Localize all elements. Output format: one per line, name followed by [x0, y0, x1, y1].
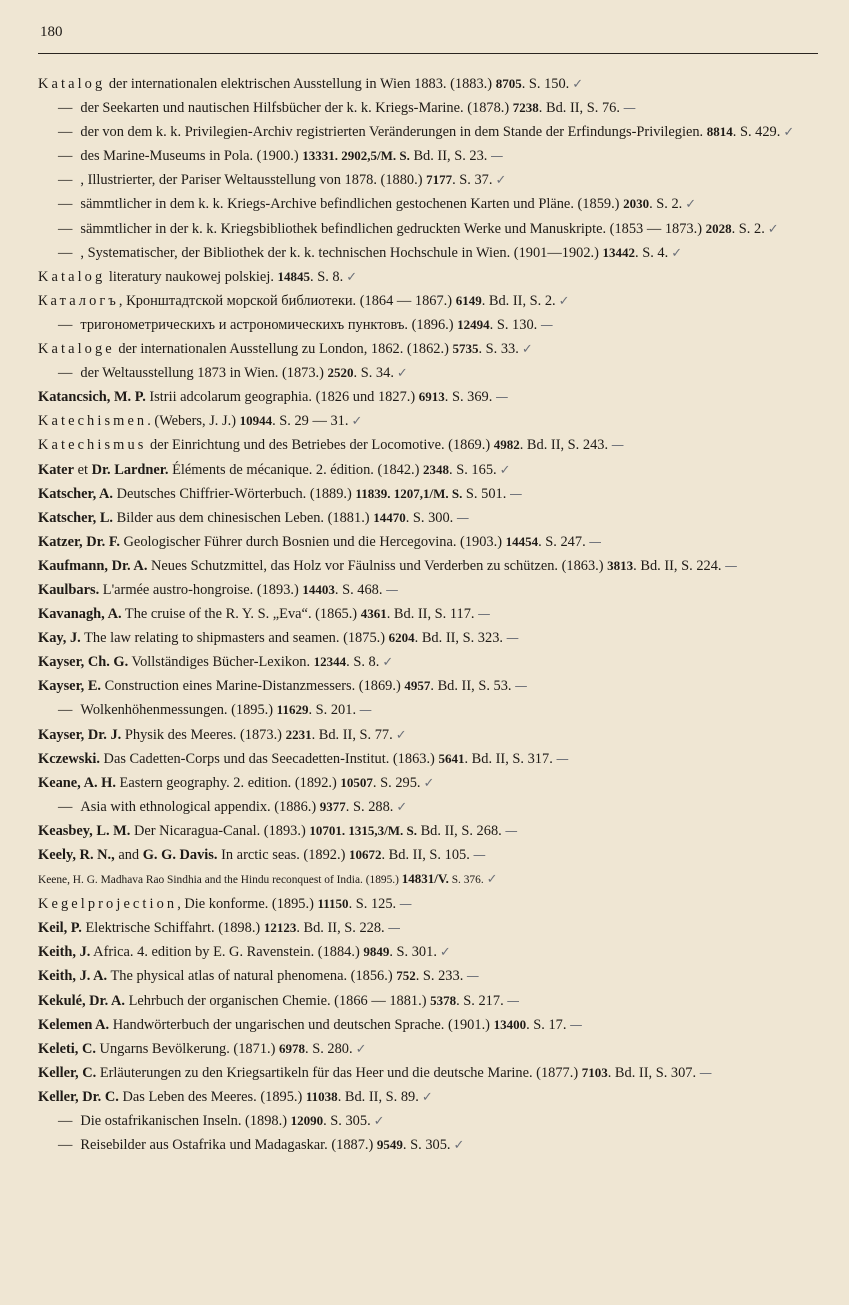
- entry-title: Africa. 4. edition by E. G. Ravenstein. (1884.): [90, 944, 364, 961]
- dash-mark-icon: —: [477, 607, 491, 623]
- sub-entry: [38, 795, 816, 819]
- entry-heading: Katalog: [38, 76, 106, 92]
- catalog-entry: [38, 1061, 816, 1085]
- dash-mark-icon: —: [569, 1017, 583, 1033]
- entry-title: Physik des Meeres. (1873.): [121, 726, 286, 743]
- catalog-number: 10701. 1315,3/M. S.: [309, 822, 417, 838]
- page-number: 180: [40, 24, 63, 40]
- catalog-entry: [38, 916, 816, 940]
- entry-heading: Kavanagh, A.: [38, 606, 122, 623]
- check-mark-icon: ✓: [382, 655, 394, 671]
- sub-entry: [38, 217, 816, 241]
- entry-reference: . S. 288.: [345, 798, 394, 815]
- entry-heading: Katechismen: [38, 413, 148, 430]
- catalog-entry: [38, 289, 816, 313]
- check-mark-icon: ✓: [767, 221, 779, 237]
- catalog-entry: [38, 723, 816, 747]
- catalog-number: 12494: [457, 316, 490, 332]
- entry-title: der Weltausstellung 1873 in Wien. (1873.): [80, 365, 328, 382]
- check-mark-icon: ✓: [396, 799, 408, 815]
- catalog-entry: [38, 409, 816, 433]
- entry-heading: Keene, H. G.: [38, 874, 98, 887]
- catalog-number: 8814: [706, 124, 733, 140]
- catalog-number: 12344: [313, 654, 347, 670]
- catalog-entry: [38, 602, 816, 626]
- catalog-number: 12090: [290, 1113, 324, 1129]
- entry-title-cont: Éléments de mécanique. 2. édition. (1842.): [168, 461, 424, 478]
- header-rule: [38, 53, 818, 54]
- catalog-entry: [38, 674, 816, 698]
- catalog-number: 13400: [493, 1016, 527, 1032]
- entry-title: . (Webers, J. J.): [147, 413, 240, 430]
- entry-reference: . Bd. II, S. 2.: [481, 292, 556, 309]
- sub-entry: [38, 1109, 816, 1133]
- dash-mark-icon: —: [387, 921, 401, 937]
- catalog-number: 10944: [239, 413, 273, 429]
- ditto-dash: —: [58, 220, 73, 237]
- check-mark-icon: ✓: [395, 727, 407, 743]
- dash-mark-icon: —: [514, 679, 528, 695]
- catalog-number: 5641: [438, 750, 465, 766]
- entry-title: Das Leben des Meeres. (1895.): [118, 1088, 306, 1105]
- entry-reference: . S. 125.: [348, 896, 397, 913]
- check-mark-icon: ✓: [453, 1138, 465, 1154]
- entry-title: Erläuterungen zu den Kriegsartikeln für das Heer und die deutsche Marine. (1877.): [96, 1064, 582, 1081]
- ditto-dash: —: [58, 148, 73, 165]
- catalog-number: 9377: [319, 798, 346, 814]
- catalog-number: 10672: [348, 847, 382, 862]
- entry-heading: Kaulbars.: [38, 581, 100, 598]
- entry-heading: Katscher, A.: [38, 485, 114, 502]
- catalog-entry: [38, 843, 816, 867]
- catalog-number: 11629: [276, 702, 309, 718]
- catalog-number: 14470: [373, 509, 406, 525]
- catalog-entry: [38, 1085, 816, 1109]
- entry-title: der internationalen elektrischen Ausstellung in Wien 1883. (1883.): [105, 76, 496, 92]
- check-mark-icon: ✓: [421, 1089, 433, 1105]
- entry-heading: Katzer, Dr. F.: [38, 533, 120, 550]
- catalog-entry: [38, 626, 816, 650]
- ditto-dash: —: [58, 244, 73, 261]
- entry-heading: Kegelprojection: [38, 896, 178, 913]
- sub-entry: [38, 698, 816, 722]
- entry-reference: . S. 2.: [731, 220, 765, 237]
- entry-title: The physical atlas of natural phenomena. (1856.): [107, 968, 397, 985]
- catalog-number: 4957: [404, 678, 431, 694]
- check-mark-icon: ✓: [373, 1114, 385, 1130]
- entry-heading: Kataloge: [38, 341, 115, 358]
- entry-reference: . S. 8.: [346, 654, 380, 671]
- entry-reference: . S. 305.: [402, 1137, 451, 1154]
- check-mark-icon: ✓: [558, 293, 570, 309]
- entry-reference: . Bd. II, S. 323.: [414, 630, 503, 647]
- entry-title: Eastern geography. 2. edition. (1892.): [115, 774, 341, 791]
- entry-title: et: [73, 461, 92, 478]
- entry-title: der von dem k. k. Privilegien-Archiv registrierten Veränderungen in dem Stande der Erfindungs-Privilegien.: [80, 124, 707, 141]
- entry-reference: . Bd. II, S. 53.: [430, 678, 512, 695]
- entry-title: Die ostafrikanischen Inseln. (1898.): [80, 1113, 291, 1130]
- entry-reference: . Bd. II, S. 89.: [337, 1088, 419, 1105]
- catalog-entry: [38, 940, 816, 964]
- entry-heading: Katechismus: [38, 437, 147, 454]
- entry-reference: . Bd. II, S. 317.: [464, 750, 553, 767]
- entry-heading: Katalog: [38, 268, 106, 285]
- entry-title: Asia with ethnological appendix. (1886.): [80, 798, 320, 815]
- catalog-number: 13442: [602, 244, 636, 260]
- catalog-number: 11038: [305, 1088, 338, 1104]
- catalog-number: 9549: [376, 1137, 403, 1153]
- entry-reference: . S. 4.: [635, 244, 669, 261]
- check-mark-icon: ✓: [685, 197, 697, 213]
- entry-reference: S. 501.: [462, 485, 507, 502]
- entry-title: Elektrische Schiffahrt. (1898.): [81, 920, 264, 937]
- catalog-entry: [38, 989, 816, 1013]
- entry-title: Das Cadetten-Corps und das Seecadetten-Institut. (1863.): [99, 750, 439, 767]
- entry-title: literatury naukowej polskiej.: [105, 268, 278, 285]
- dash-mark-icon: —: [555, 751, 569, 767]
- catalog-number: 4361: [360, 606, 387, 622]
- dash-mark-icon: —: [540, 317, 554, 333]
- entry-heading: Keller, C.: [38, 1064, 97, 1081]
- entry-title: Construction eines Marine-Distanzmessers. (1869.): [101, 678, 405, 695]
- catalog-number: 7177: [426, 172, 453, 188]
- catalog-number: 752: [396, 968, 416, 984]
- catalog-number: 5735: [452, 341, 479, 357]
- entry-reference: . S. 217.: [456, 992, 504, 1009]
- check-mark-icon: ✓: [486, 872, 498, 888]
- sub-entry: [38, 120, 816, 144]
- dash-mark-icon: —: [466, 969, 480, 985]
- entry-reference: . S. 233.: [415, 968, 464, 985]
- catalog-number: 11839. 1207,1/M. S.: [355, 485, 463, 501]
- catalog-number: 10507: [340, 774, 373, 790]
- ditto-dash: —: [58, 1113, 73, 1130]
- entry-reference: . S. 29 — 31.: [272, 413, 349, 430]
- entry-heading: Каталогъ: [38, 292, 119, 309]
- catalog-number: 14454: [505, 533, 539, 549]
- catalog-number: 9849: [363, 944, 390, 960]
- entry-title: Vollständiges Bücher-Lexikon.: [128, 654, 314, 671]
- catalog-entry: [38, 265, 816, 289]
- entry-heading: Keil, P.: [38, 920, 82, 937]
- check-mark-icon: ✓: [355, 1041, 367, 1057]
- entry-coauthor: G. G. Davis.: [142, 847, 218, 863]
- entry-reference: . S. 17.: [526, 1016, 567, 1033]
- check-mark-icon: ✓: [521, 342, 533, 358]
- entry-reference: . S. 37.: [452, 172, 493, 189]
- catalog-entry: [38, 650, 816, 674]
- ditto-dash: —: [58, 100, 73, 117]
- entry-title: The cruise of the R. Y. S. „Eva“. (1865.): [121, 606, 361, 623]
- entry-reference: . S. 8.: [310, 268, 344, 285]
- sub-entry: [38, 361, 816, 385]
- catalog-number: 6204: [388, 630, 415, 646]
- entry-reference: . S. 33.: [478, 341, 519, 358]
- check-mark-icon: ✓: [671, 245, 683, 261]
- ditto-dash: —: [58, 316, 73, 333]
- entry-reference: . S. 300.: [405, 509, 454, 526]
- entry-heading: Kczewski.: [38, 750, 100, 767]
- dash-mark-icon: —: [504, 823, 518, 839]
- entry-title: and: [114, 847, 143, 863]
- sub-entry: [38, 168, 816, 192]
- dash-mark-icon: —: [359, 703, 373, 719]
- catalog-number: 5378: [430, 992, 457, 1008]
- entry-title: Der Nicaragua-Canal. (1893.): [130, 822, 310, 839]
- entry-heading: Katscher, L.: [38, 509, 114, 526]
- entry-reference: . S. 130.: [489, 316, 538, 333]
- entry-reference: . S. 165.: [449, 461, 497, 478]
- catalog-entry: [38, 530, 816, 554]
- entry-title: Istrii adcolarum geographia. (1826 und 1827.): [145, 389, 419, 406]
- catalog-entry: [38, 1037, 816, 1061]
- sub-entry: [38, 192, 816, 216]
- catalog-number: 6913: [418, 389, 445, 405]
- entry-heading: Kayser, Ch. G.: [38, 654, 129, 671]
- entry-reference: Bd. II, S. 268.: [416, 822, 502, 839]
- dash-mark-icon: —: [506, 993, 520, 1009]
- ditto-dash: —: [58, 798, 73, 815]
- ditto-dash: —: [58, 172, 73, 189]
- catalog-entry: [38, 964, 816, 988]
- entry-reference: . S. 280.: [305, 1040, 353, 1057]
- catalog-entry: [38, 819, 816, 843]
- catalog-number: 7238: [512, 100, 539, 116]
- entry-coauthor: Dr. Lardner.: [91, 461, 169, 478]
- dash-mark-icon: —: [622, 101, 636, 117]
- catalog-number: 13331. 2902,5/M. S.: [302, 148, 410, 164]
- dash-mark-icon: —: [509, 486, 523, 502]
- sub-entry: [38, 144, 816, 168]
- entry-reference: . S. 301.: [389, 944, 437, 961]
- catalog-entry: [38, 578, 816, 602]
- catalog-number: 6149: [455, 292, 482, 308]
- entry-title: Neues Schutzmittel, das Holz vor Fäulniss und Verderben zu schützen. (1863.): [147, 557, 608, 574]
- entry-title: , Die konforme. (1895.): [177, 896, 318, 913]
- catalog-number: 14403: [302, 581, 335, 597]
- check-mark-icon: ✓: [351, 414, 363, 430]
- entry-reference: Bd. II, S. 23.: [409, 148, 488, 165]
- entry-reference: . S. 429.: [732, 124, 781, 141]
- entry-title: sämmtlicher in dem k. k. Kriegs-Archive befindlichen gestochenen Karten und Pläne. (1859.): [80, 196, 624, 213]
- entry-reference: . S. 34.: [353, 365, 394, 382]
- entry-heading: Keith, J. A.: [38, 968, 108, 985]
- catalog-number: 7103: [581, 1064, 608, 1080]
- entry-heading: Kay, J.: [38, 630, 81, 647]
- catalog-entry: [38, 506, 816, 530]
- catalog-number: 2520: [327, 365, 354, 381]
- sub-entry: [38, 313, 816, 337]
- dash-mark-icon: —: [490, 149, 504, 165]
- entry-reference: . Bd. II, S. 77.: [311, 726, 393, 743]
- entry-reference: . S. 305.: [323, 1113, 371, 1130]
- entry-reference: . S. 201.: [308, 702, 357, 719]
- catalog-number: 3813: [607, 557, 634, 573]
- entry-title: Bilder aus dem chinesischen Leben. (1881.): [113, 509, 374, 526]
- entry-heading: Keasbey, L. M.: [38, 822, 131, 839]
- ditto-dash: —: [58, 124, 73, 141]
- entry-reference: . Bd. II, S. 117.: [386, 606, 475, 623]
- catalog-entry: [38, 433, 816, 457]
- catalog-entries: [38, 72, 816, 1157]
- catalog-entry: [38, 385, 816, 409]
- entry-reference: . S. 247.: [538, 533, 586, 550]
- catalog-entry: [38, 458, 816, 482]
- entry-heading: Kaufmann, Dr. A.: [38, 557, 148, 574]
- dash-mark-icon: —: [456, 510, 470, 526]
- entry-heading: Keleti, C.: [38, 1040, 96, 1057]
- entry-reference: . Bd. II, S. 224.: [633, 557, 722, 574]
- check-mark-icon: ✓: [396, 366, 408, 382]
- catalog-number: 14845: [277, 268, 311, 284]
- catalog-number: 2348: [423, 461, 450, 477]
- ditto-dash: —: [58, 1137, 73, 1154]
- entry-title: Reisebilder aus Ostafrika und Madagaskar. (1887.): [80, 1137, 377, 1154]
- entry-title-cont: In arctic seas. (1892.): [217, 847, 349, 863]
- dash-mark-icon: —: [472, 848, 486, 863]
- entry-title: , Кронштадтской морской библиотеки. (1864 — 1867.): [118, 292, 456, 309]
- entry-reference: . Bd. II, S. 243.: [519, 437, 609, 454]
- entry-title: Handwörterbuch der ungarischen und deutschen Sprache. (1901.): [109, 1016, 494, 1033]
- entry-title: тригонометрическихъ и астрономическихъ пунктовъ. (1896.): [80, 316, 458, 333]
- entry-title: der Seekarten und nautischen Hilfsbücher der k. k. Kriegs-Marine. (1878.): [80, 100, 513, 117]
- entry-heading: Keller, Dr. C.: [38, 1088, 119, 1105]
- dash-mark-icon: —: [724, 558, 738, 574]
- entry-title: Wolkenhöhenmessungen. (1895.): [80, 702, 277, 719]
- catalog-number: 2030: [623, 196, 650, 212]
- catalog-entry: [38, 747, 816, 771]
- entry-title: Deutsches Chiffrier-Wörterbuch. (1889.): [113, 485, 356, 502]
- check-mark-icon: ✓: [423, 775, 435, 791]
- check-mark-icon: ✓: [572, 77, 584, 92]
- dash-mark-icon: —: [611, 438, 625, 454]
- catalog-entry: [38, 771, 816, 795]
- entry-title: sämmtlicher in der k. k. Kriegsbibliothek befindlichen gedruckten Werke und Manuskripte. (1853 — 1873.): [80, 220, 706, 237]
- entry-heading: Katancsich, M. P.: [38, 389, 146, 406]
- entry-title: , Illustrierter, der Pariser Weltausstellung von 1878. (1880.): [80, 172, 427, 189]
- catalog-entry: [38, 554, 816, 578]
- entry-reference: . S. 2.: [649, 196, 683, 213]
- entry-heading: Kayser, E.: [38, 678, 102, 695]
- catalog-entry: [38, 867, 816, 892]
- entry-title: L'armée austro-hongroise. (1893.): [99, 581, 303, 598]
- entry-title: Madhava Rao Sindhia and the Hindu reconquest of India. (1895.): [97, 874, 402, 887]
- entry-reference: . S. 468.: [334, 581, 383, 598]
- dash-mark-icon: —: [588, 534, 602, 550]
- dash-mark-icon: —: [495, 390, 509, 406]
- catalog-number: 12123: [263, 920, 297, 936]
- check-mark-icon: ✓: [495, 173, 507, 189]
- check-mark-icon: ✓: [439, 945, 451, 961]
- ditto-dash: —: [58, 196, 73, 213]
- dash-mark-icon: —: [385, 582, 399, 598]
- entry-reference: . S. 295.: [372, 774, 421, 791]
- catalog-number: 14831/V.: [401, 871, 449, 887]
- entry-title: der Einrichtung und des Betriebes der Locomotive. (1869.): [146, 437, 494, 454]
- ditto-dash: —: [58, 702, 73, 719]
- entry-title: der internationalen Ausstellung zu London, 1862. (1862.): [114, 341, 453, 358]
- entry-reference: . S. 150.: [521, 76, 570, 92]
- entry-title: des Marine-Museums in Pola. (1900.): [80, 148, 303, 165]
- catalog-entry: [38, 892, 816, 916]
- entry-heading: Kelemen A.: [38, 1016, 110, 1033]
- entry-title: Geologischer Führer durch Bosnien und die Hercegovina. (1903.): [119, 533, 506, 550]
- check-mark-icon: ✓: [783, 125, 795, 141]
- entry-reference: . Bd. II, S. 307.: [607, 1064, 697, 1081]
- catalog-number: 2231: [285, 726, 312, 742]
- catalog-entry: [38, 72, 816, 96]
- entry-title: The law relating to shipmasters and seamen. (1875.): [80, 630, 389, 647]
- catalog-number: 2028: [705, 220, 732, 236]
- dash-mark-icon: —: [506, 631, 519, 647]
- check-mark-icon: ✓: [346, 269, 358, 285]
- check-mark-icon: ✓: [499, 462, 511, 478]
- dash-mark-icon: —: [399, 897, 413, 913]
- catalog-entry: [38, 482, 816, 506]
- entry-title: Ungarns Bevölkerung. (1871.): [95, 1040, 279, 1057]
- entry-heading: Keith, J.: [38, 944, 91, 961]
- catalog-number: 8705: [495, 76, 522, 91]
- entry-reference: . S. 369.: [444, 389, 493, 406]
- entry-title: , Systematischer, der Bibliothek der k. k. technischen Hochschule in Wien. (1901—1902.): [80, 244, 603, 261]
- sub-entry: [38, 241, 816, 265]
- entry-heading: Kayser, Dr. J.: [38, 726, 122, 743]
- catalog-number: 6978: [279, 1040, 305, 1056]
- entry-heading: Keane, A. H.: [38, 774, 116, 791]
- catalog-number: 11150: [317, 896, 349, 912]
- entry-reference: . Bd. II, S. 105.: [381, 847, 470, 863]
- entry-heading: Kekulé, Dr. A.: [38, 992, 126, 1009]
- entry-heading: Keely, R. N.,: [38, 847, 115, 863]
- entry-reference: S. 376.: [448, 874, 484, 887]
- catalog-entry: [38, 1013, 816, 1037]
- catalog-entry: [38, 337, 816, 361]
- entry-title: Lehrbuch der organischen Chemie. (1866 — 1881.): [125, 992, 431, 1009]
- sub-entry: [38, 1133, 816, 1157]
- sub-entry: [38, 96, 816, 120]
- ditto-dash: —: [58, 365, 73, 382]
- entry-reference: . Bd. II, S. 76.: [538, 100, 620, 117]
- catalog-number: 4982: [493, 437, 520, 453]
- entry-reference: . Bd. II, S. 228.: [296, 920, 385, 937]
- entry-heading: Kater: [38, 461, 74, 478]
- dash-mark-icon: —: [699, 1065, 713, 1081]
